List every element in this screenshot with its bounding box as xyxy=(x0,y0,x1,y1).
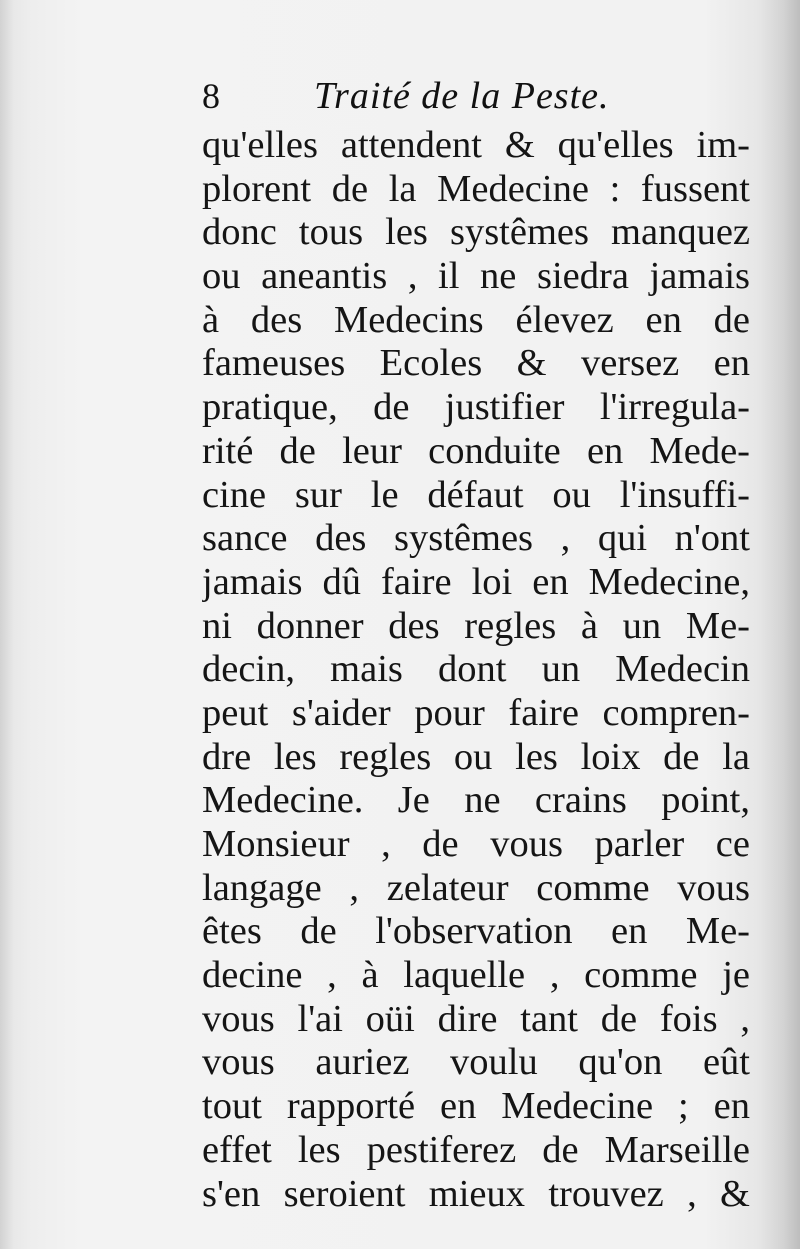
text-line: rité de leur conduite en Mede- xyxy=(202,429,750,472)
text-line: fameuses Ecoles & versez en xyxy=(202,342,750,385)
body-text xyxy=(202,124,750,1216)
text-line: sance des systêmes , qui n'ont xyxy=(202,517,750,560)
text-line: langage , zelateur comme vous xyxy=(202,866,750,909)
text-line: plorent de la Medecine : fussent xyxy=(202,167,750,210)
page-header xyxy=(202,74,762,118)
text-line: Medecine. Je ne crains point, xyxy=(202,779,750,822)
text-line: s'en seroient mieux trouvez , & xyxy=(202,1172,750,1215)
running-title: Traité de la Peste. xyxy=(314,75,610,117)
text-line: vous auriez voulu qu'on eût xyxy=(202,1041,750,1084)
text-line: jamais dû faire loi en Medecine, xyxy=(202,560,750,603)
page-left-edge-shadow xyxy=(0,0,14,1249)
text-line: ni donner des regles à un Me- xyxy=(202,604,750,647)
page-number: 8 xyxy=(202,76,220,116)
text-line: decine , à laquelle , comme je xyxy=(202,954,750,997)
text-line: ou aneantis , il ne siedra jamais xyxy=(202,255,750,298)
text-line: qu'elles attendent & qu'elles im- xyxy=(202,124,750,166)
text-line: decin, mais dont un Medecin xyxy=(202,648,750,691)
text-line: cine sur le défaut ou l'insuffi- xyxy=(202,473,750,516)
text-line: peut s'aider pour faire compren- xyxy=(202,691,750,734)
text-line: Monsieur , de vous parler ce xyxy=(202,823,750,865)
text-line: êtes de l'observation en Me- xyxy=(202,910,750,953)
text-line: donc tous les systêmes manquez xyxy=(202,211,750,254)
text-line: vous l'ai oüi dire tant de fois , xyxy=(202,997,750,1040)
text-line: tout rapporté en Medecine ; en xyxy=(202,1085,750,1128)
text-line: pratique, de justifier l'irregula- xyxy=(202,386,750,429)
text-line: effet les pestiferez de Marseille xyxy=(202,1128,750,1171)
text-line: à des Medecins élevez en de xyxy=(202,298,750,341)
page-gutter-shadow xyxy=(758,0,800,1249)
text-line: dre les regles ou les loix de la xyxy=(202,735,750,778)
